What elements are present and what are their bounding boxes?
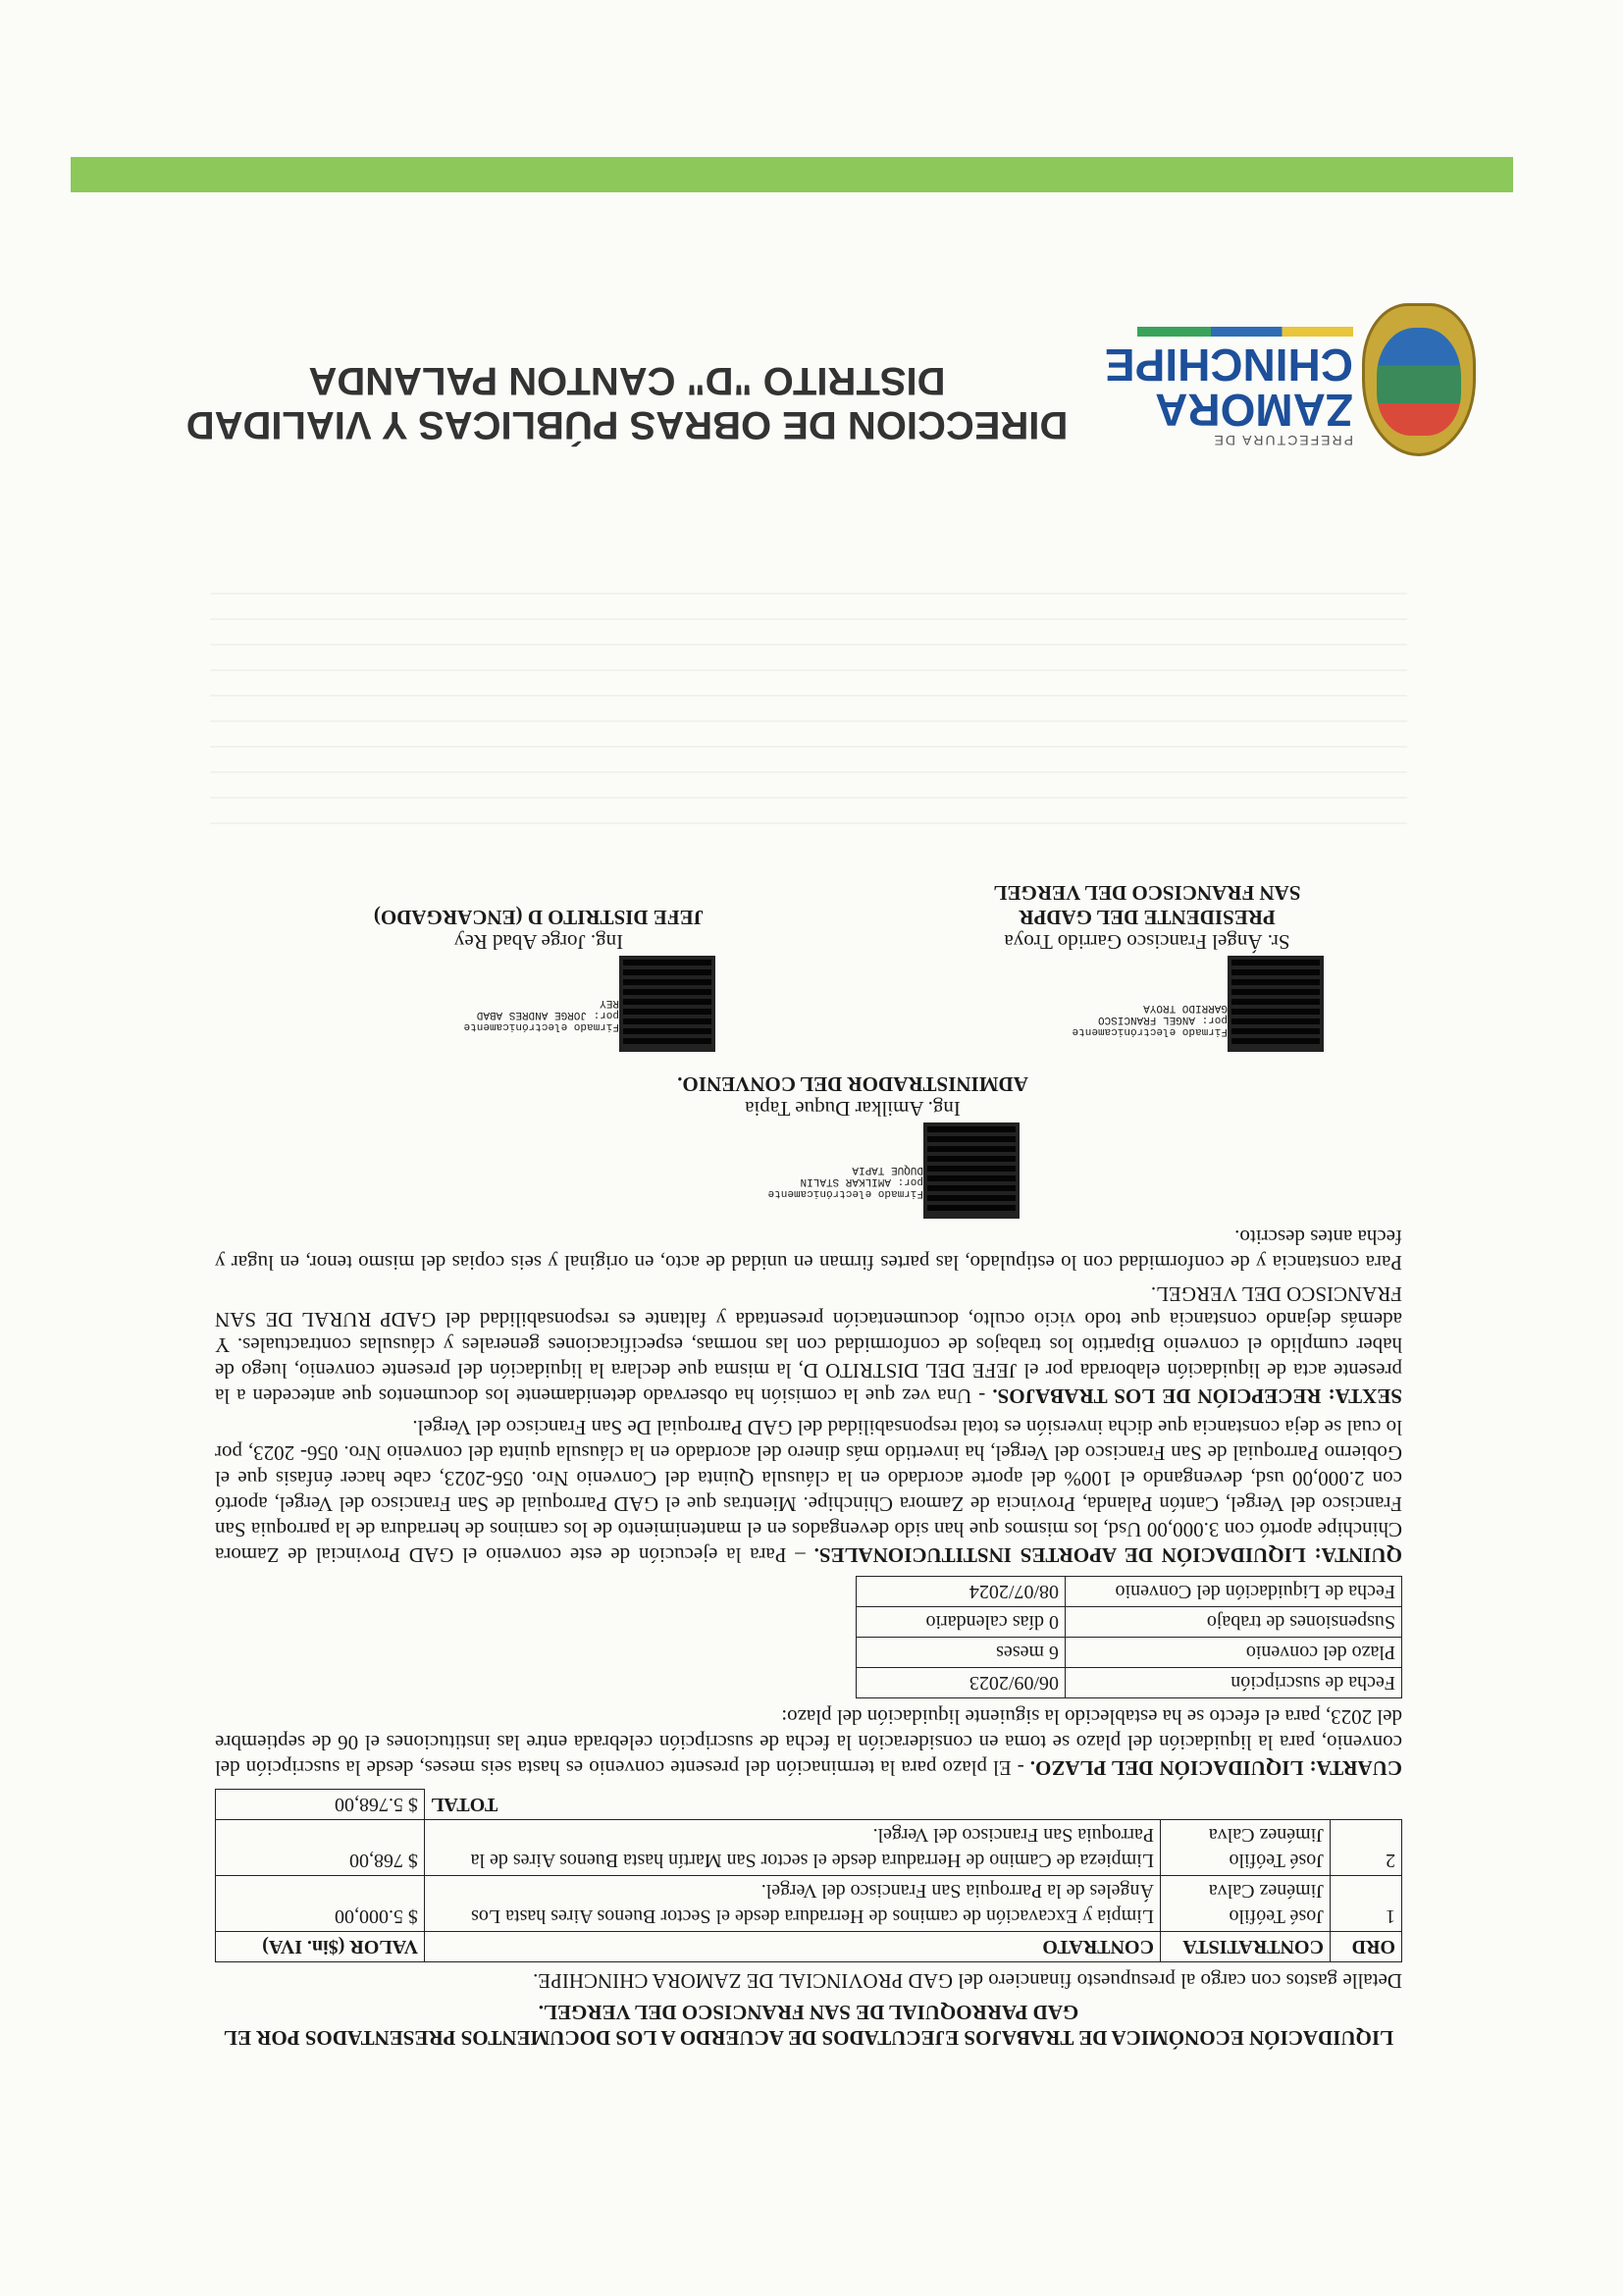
detail-intro: Detalle gastos con cargo al presupuesto financiero del GAD PROVINCIAL DE ZAMORA CHINCHIPE.: [533, 1969, 1402, 1993]
term-label: Plazo del convenio: [1066, 1638, 1402, 1668]
document-body: [215, 881, 1402, 2051]
clause-cuarta: [215, 1704, 1402, 1781]
brand-name-1: ZAMORA: [1155, 385, 1353, 436]
brand-block: [1104, 327, 1353, 448]
table-row: [216, 1876, 1402, 1932]
department-title: [151, 358, 1103, 446]
col-ord: ORD: [1331, 1932, 1402, 1962]
signature-admin-name: Ing. Amilkar Duque Tapia: [745, 1097, 961, 1121]
clause-cuarta-text: - El plazo para la terminación del presente convenio es hasta seis meses, desde la suscripción del convenio, para la liquidación del plazo se toma en consideración la fecha de suscripción celebrada entre las instituciones el 06 de septiembre del 2023, para el efecto se ha establecido la siguiente liquidación del plazo:: [215, 1705, 1402, 1780]
term-label: Suspensiones de trabajo: [1066, 1607, 1402, 1638]
brand-name-2: CHINCHIPE: [1104, 339, 1353, 391]
term-value: 6 meses: [857, 1638, 1066, 1668]
signature-jefe-role-1: JEFE DISTRITO D (ENCARGADO): [373, 906, 705, 929]
clause-sexta-text: - Una vez que la comisión ha observado detenidamente los documentos que anteceden a la presente acta de liquidación elaborada por el JEFE DEL DISTRITO D, la misma que declara la liquidación del presente convenio, luego de haber cumplido el convenio Bipartito los trabajos de conformidad con las normas, especificaciones generales y cláusulas contractuales. Y además dejando constancia que todo vicio oculto, documentación presentada y faltante es responsabilidad del GADP RURAL DE SAN FRANCISCO DEL VERGEL.: [215, 1282, 1402, 1408]
signature-jefe-name: Ing. Jorge Abad Rey: [453, 930, 624, 954]
qr-signature-jefe-icon[interactable]: [619, 956, 715, 1052]
qr-jefe-text: Firmado electrónicamente por: JORGE ANDRES ABAD REY: [463, 997, 619, 1032]
clause-quinta-heading: QUINTA: LIQUIDACIÓN DE APORTES INSTITUCIONALES.: [813, 1543, 1402, 1567]
table-row: [857, 1638, 1402, 1668]
cell-ord: 2: [1331, 1820, 1402, 1876]
qr-signature-presidente-icon[interactable]: [1228, 956, 1324, 1052]
term-label: Fecha de Liquidación del Convenio: [1066, 1577, 1402, 1607]
term-label: Fecha de suscripción: [1066, 1668, 1402, 1698]
qr-signature-admin-icon[interactable]: [923, 1122, 1020, 1219]
cell-valor: $ 768,00: [216, 1820, 425, 1876]
department-line-1: DIRECCION DE OBRAS PÚBLICAS Y VIALIDAD: [185, 403, 1069, 446]
signature-admin: [598, 1071, 1108, 1121]
brand-small-text: PREFECTURA DE: [1212, 433, 1353, 448]
qr-presidente-text: Firmado electrónicamente por: ANGEL FRANCISCO GARRIDO TROYA: [1072, 1002, 1228, 1037]
table-row: [857, 1577, 1402, 1607]
total-value: $ 5.768,00: [216, 1790, 425, 1820]
header-green-band: [71, 157, 1513, 192]
terms-table: [856, 1576, 1402, 1698]
col-valor: VALOR ($in. IVA): [216, 1932, 425, 1962]
cell-contrato: Limpia y Excavación de caminos de Herradura desde el Sector Buenos Aires hasta Los Ángeles de la Parroquia San Francisco del Vergel.: [425, 1876, 1161, 1932]
signature-jefe: [303, 905, 774, 954]
clause-quinta-text: – Para la ejecución de este convenio el GAD Provincial de Zamora Chinchipe aportó con 3.000,00 Usd, los mismos que han sido devengados en el mantenimiento de los caminos de herradura de la parroquia San Francisco del Vergel, Cantón Palanda, Provincia de Zamora Chinchipe. Mientras que el GAD Parroquial de San Francisco del Vergel, aportó con 2.000,00 usd, devengando el 100% del aporte acordado en la cláusula Quinta del Convenio Nro. 056-2023, cabe hacer énfasis que el Gobierno Parroquial de San Francisco del Vergel, ha invertido más dinero del acordado en la cláusula quinta del convenio Nro. 056- 2023, por lo cual se deja constancia que dicha inversión es total responsabilidad del GAD Parroquial De San Francisco del Vergel.: [215, 1416, 1402, 1567]
cost-table-header: [216, 1932, 1402, 1962]
qr-admin-text: Firmado electrónicamente por: AMILKAR STALIN DUQUE TAPIA: [767, 1164, 923, 1199]
cost-table: [215, 1789, 1402, 1962]
term-value: 0 días calendario: [857, 1607, 1066, 1638]
cell-valor: $ 5.000,00: [216, 1876, 425, 1932]
clause-cuarta-heading: CUARTA: LIQUIDACIÓN DEL PLAZO.: [1029, 1756, 1402, 1780]
department-line-2: DISTRITO "D" CANTON PALANDA: [308, 359, 946, 402]
table-row: [216, 1820, 1402, 1876]
clause-sexta-heading: SEXTA: RECEPCIÓN DE LOS TRABAJOS.: [992, 1384, 1402, 1408]
cell-contrato: Limpieza de Camino de Herradura desde el sector San Martín hasta Buenos Aires de la Parroquia San Francisco del Vergel.: [425, 1820, 1161, 1876]
clause-sexta: [215, 1281, 1402, 1409]
document-title: LIQUIDACIÓN ECONÓMICA DE TRABAJOS EJECUTADOS DE ACUERDO A LOS DOCUMENTOS PRESENTADOS POR EL GAD PARROQUIAL DE SAN FRANCISCO DEL VERGEL.: [223, 2001, 1394, 2050]
signature-presidente-name: Sr. Ángel Francisco Garrido Troya: [1004, 930, 1290, 954]
signature-presidente-role-1: PRESIDENTE DEL GADPR: [1019, 906, 1276, 929]
table-row: [857, 1668, 1402, 1698]
col-contratista: CONTRATISTA: [1161, 1932, 1331, 1962]
term-value: 08/07/2024: [857, 1577, 1066, 1607]
letterhead: [151, 289, 1476, 456]
closing-paragraph: Para constancia y de conformidad con lo estipulado, las partes firman en unidad de acto, en original y seis copias del mismo tenor, en lugar y fecha antes descrito.: [215, 1226, 1402, 1275]
col-contrato: CONTRATO: [425, 1932, 1161, 1962]
cell-ord: 1: [1331, 1876, 1402, 1932]
brand-color-bar: [1137, 327, 1353, 337]
cell-contratista: José Teófilo Jiménez Calva: [1161, 1820, 1331, 1876]
cell-contratista: José Teófilo Jiménez Calva: [1161, 1876, 1331, 1932]
signature-presidente: [912, 880, 1383, 954]
signature-area: [215, 881, 1402, 1219]
signature-admin-role: ADMINISTRADOR DEL CONVENIO.: [677, 1072, 1028, 1096]
bleed-through-lines: [210, 579, 1407, 824]
term-value: 06/09/2023: [857, 1668, 1066, 1698]
total-label: TOTAL: [425, 1790, 1402, 1820]
total-row: [216, 1790, 1402, 1820]
prefectura-logo-icon: [1362, 303, 1476, 456]
signature-presidente-role-2: SAN FRANCISCO DEL VERGEL: [993, 881, 1301, 905]
table-row: [857, 1607, 1402, 1638]
clause-quinta: [215, 1415, 1402, 1568]
